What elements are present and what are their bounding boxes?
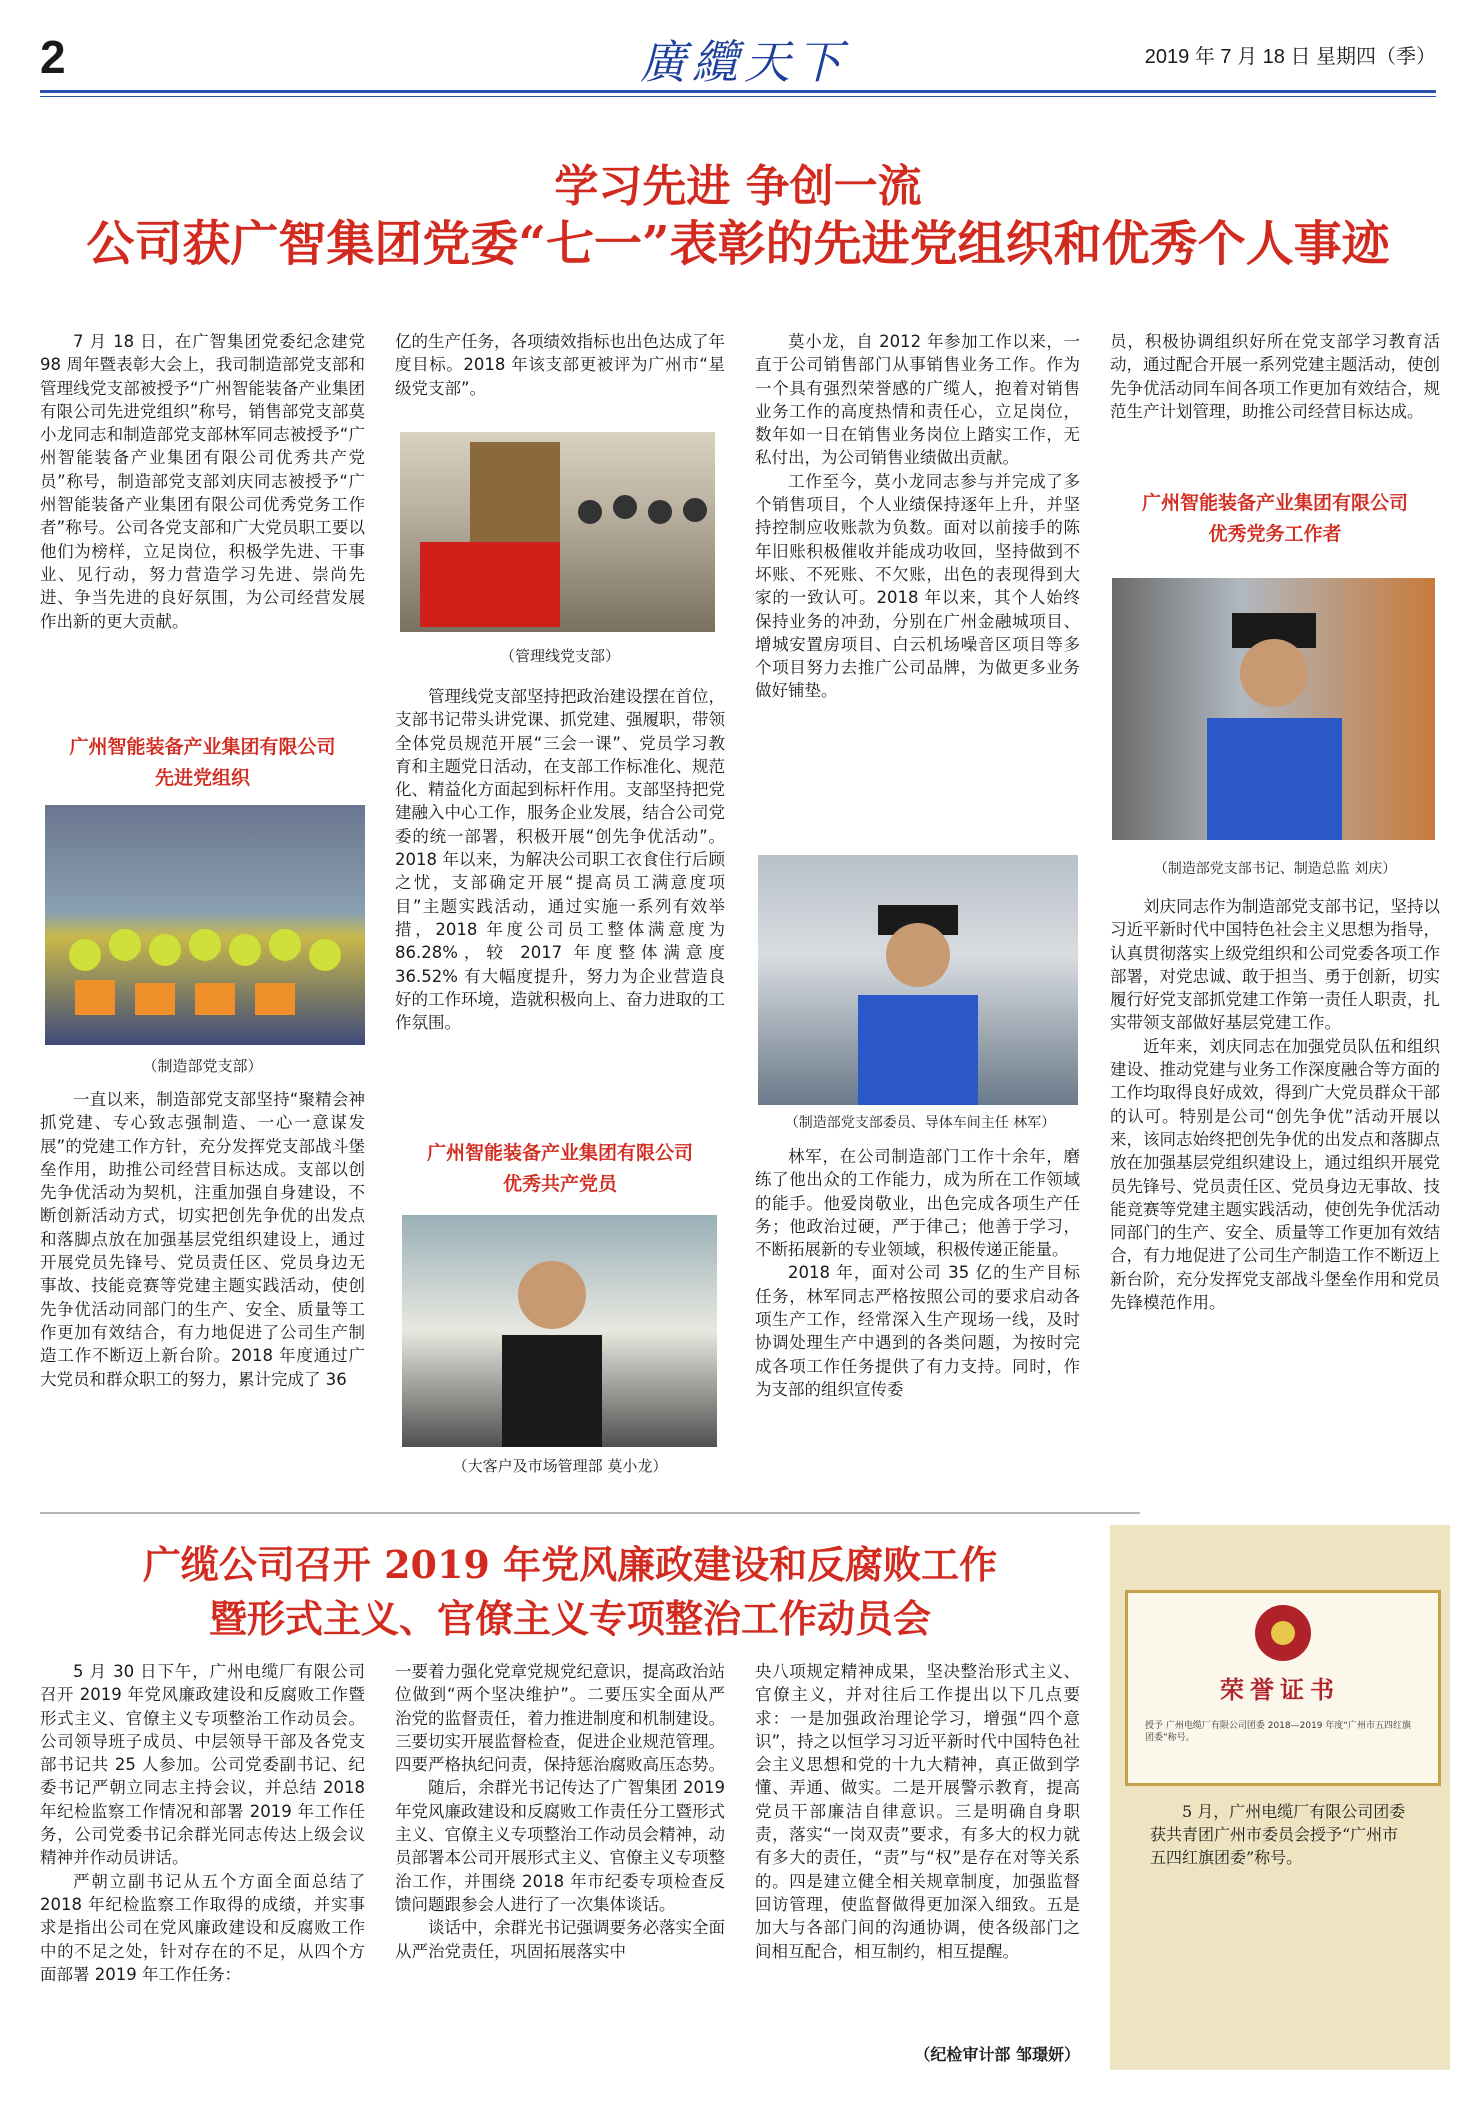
article1-col3-bottom (755, 1145, 1080, 1401)
paragraph: 近年来，刘庆同志在加强党员队伍和组织建设、推动党建与业务工作深度融合等方面的工作均取得良好成效，得到广大党员群众干部的认可。特别是公司“创先争优”活动开展以来，该同志始终把创先争优的出发点和落脚点放在加强基层党组织建设上，通过组织开展党员先锋号、党员责任区、党员身边无事故、技能竞赛等党建主题实践活动，使创先争优活动同部门的生产、安全、质量等工作更加有效结合，有力地促进了公司生产制造工作不断迈上新台阶，充分发挥党支部战斗堡垒作用和党员先锋模范作用。 (1110, 1036, 1440, 1313)
heading-line: 广州智能装备产业集团有限公司 (1141, 492, 1408, 514)
page-number: 2 (40, 31, 66, 83)
photo-management-branch (400, 432, 715, 632)
caption-management-branch: （管理线党支部） (499, 647, 620, 665)
heading-line: 优秀共产党员 (502, 1173, 617, 1195)
section-divider (40, 1512, 1140, 1514)
heading-line: 先进党组织 (154, 767, 250, 789)
paragraph: 谈话中，余群光书记强调要务必落实全面从严治党责任，巩固拓展落实中 (395, 1918, 725, 1961)
article2-col3 (755, 1660, 1080, 1963)
paragraph: 工作至今，莫小龙同志参与并完成了多个销售项目，个人业绩保持逐年上升，并坚持控制应收账款为负数。面对以前接手的陈年旧账积极催收并能成功收回，坚持做到不坏账、不死账、不欠账，出色的表现得到大家的一致认可。2018 年以来，其个人始终保持业务的冲劲，分别在广州金融城项目、增城安置房项目、白云机场噪音区项目等多个项目努力去推广公司品牌，为做更多业务做好铺垫。 (755, 471, 1080, 701)
certificate-title: 荣誉证书 (1220, 1675, 1340, 1704)
paragraph: 一要着力强化党章党规党纪意识，提高政治站位做到“两个坚决维护”。二要压实全面从严治党的监督责任，着力推进制度和机制建设。三要切实开展监督检查，促进企业规范管理。四要严格执纪问责，保持惩治腐败高压态势。 (395, 1662, 725, 1775)
paragraph: 7 月 18 日，在广智集团党委纪念建党 98 周年暨表彰大会上，我司制造部党支部和管理线党支部被授予“广州智能装备产业集团有限公司先进党组织”称号，销售部党支部莫小龙同志和制造部党支部林军同志被授予“广州智能装备产业集团有限公司优秀共产党员”称号，制造部党支部刘庆同志被授予“广州智能装备产业集团有限公司优秀党务工作者”称号。公司各党支部和广大党员职工要以他们为榜样，立足岗位，积极学先进、干事业、见行动，努力营造学习先进、崇尚先进、争当先进的良好氛围，为公司经营发展作出新的更大贡献。 (40, 332, 365, 631)
masthead-logo: 廣纜天下 (640, 35, 848, 89)
article1-title-line1: 学习先进 争创一流 (554, 161, 922, 212)
paragraph: 员，积极协调组织好所在党支部学习教育活动，通过配合开展一系列党建主题活动，使创先争优活动同车间各项工作更加有效结合，规范生产计划管理，助推公司经营目标达成。 (1110, 332, 1440, 421)
group-photo-illustration (400, 432, 715, 632)
paragraph: 亿的生产任务，各项绩效指标也出色达成了年度目标。2018 年该支部更被评为广州市“星级党支部”。 (395, 332, 725, 398)
section-heading-advanced-org (40, 732, 365, 794)
article1-col4-top (1110, 330, 1440, 423)
emblem-icon (1128, 1593, 1438, 1673)
heading-line: 广州智能装备产业集团有限公司 (426, 1142, 693, 1164)
section-heading-party-worker (1110, 488, 1440, 550)
header-rule (40, 90, 1436, 93)
header-rule-thin (40, 96, 1436, 97)
paragraph: 一直以来，制造部党支部坚持“聚精会神抓党建、专心致志强制造、一心一意谋发展”的党建工作方针，充分发挥党支部战斗堡垒作用，助推公司经营目标达成。支部以创先争优活动为契机，注重加强自身建设，不断创新活动方式，切实把创先争优的出发点和落脚点放在加强基层党组织建设上，通过开展党员先锋号、党员责任区、党员身边无事故、技能竞赛等党建主题实践活动，使创先争优活动同部门的生产、安全、质量等工作更加有效结合，有力地促进了公司生产制造工作不断迈上新台阶。2018 年度通过广大党员和群众职工的努力，累计完成了 36 (40, 1090, 365, 1389)
paragraph: 5 月 30 日下午，广州电缆厂有限公司召开 2019 年党风廉政建设和反腐败工作暨形式主义、官僚主义专项整治工作动员会。公司领导班子成员、中层领导干部及各党支部书记共 25 人参加。公司党委副书记、纪委书记严朝立同志主持会议，并总结 2018 年纪检监察工作情况和部署 2019 年工作任务，公司党委书记余群光同志传达上级会议精神并作动员讲话。 (40, 1662, 365, 1868)
paragraph: 随后，余群光书记传达了广智集团 2019 年党风廉政建设和反腐败工作责任分工暨形式主义、官僚主义专项整治工作动员会精神，动员部署本公司开展形式主义、官僚主义专项整治工作，并围绕 2018 年市纪委专项检查反馈问题跟参会人进行了一次集体谈话。 (395, 1778, 725, 1914)
article1-col3-top (755, 330, 1080, 703)
paragraph: 严朝立副书记从五个方面全面总结了 2018 年纪检监察工作取得的成绩，并实事求是指出公司在党风廉政建设和反腐败工作中的不足之处，针对存在的不足，从四个方面部署 2019 年工作任务： (40, 1871, 365, 1984)
sidebar-caption (1150, 1800, 1410, 1869)
paragraph: 央八项规定精神成果，坚决整治形式主义、官僚主义，并对往后工作提出以下几点要求：一是加强政治理论学习，增强“四个意识”，持之以恒学习习近平新时代中国特色社会主义思想和党的十九大精神，真正做到学懂、弄通、做实。二是开展警示教育，提高党员干部廉洁自律意识。三是明确自身职责，落实“一岗双责”要求，有多大的权力就有多大的责任，“责”与“权”是存在对等关系的。四是建立健全相关规章制度，加强监督回访管理，使监督做得更加深入细致。五是加大与各部门间的沟通协调，使各级部门之间相互配合，相互制约，相互提醒。 (755, 1662, 1080, 1961)
paragraph: 林军，在公司制造部门工作十余年，磨练了他出众的工作能力，成为所在工作领域的能手。他爱岗敬业，出色完成各项生产任务；他政治过硬，严于律己；他善于学习，不断拓展新的专业领域，积极传递正能量。 (755, 1147, 1080, 1260)
article2-col2 (395, 1660, 725, 1963)
photo-liu-qing (1112, 578, 1435, 840)
group-photo-illustration (45, 805, 365, 1045)
paragraph: 2018 年，面对公司 35 亿的生产目标任务，林军同志严格按照公司的要求启动各项生产工作，经常深入生产现场一线，及时协调处理生产中遇到的各类问题，为按时完成各项工作任务提供了有力支持。同时，作为支部的组织宣传委 (755, 1263, 1080, 1399)
photo-lin-jun (758, 855, 1078, 1105)
article1-title-line2: 公司获广智集团党委“七一”表彰的先进党组织和优秀个人事迹 (86, 216, 1390, 272)
title-line: 暨形式主义、官僚主义专项整治工作动员会 (208, 1596, 931, 1641)
photo-manufacturing-branch (45, 805, 365, 1045)
caption-manufacturing-branch: （制造部党支部） (142, 1057, 263, 1075)
caption-text: 5 月，广州电缆厂有限公司团委获共青团广州市委员会授予“广州市五四红旗团委”称号。 (1150, 1802, 1406, 1867)
article1-col1-top (40, 330, 365, 633)
article2-title (60, 1538, 1080, 1646)
paragraph: 莫小龙，自 2012 年参加工作以来，一直于公司销售部门从事销售业务工作。作为一个具有强烈荣誉感的广缆人，抱着对销售业务工作的高度热情和责任心，立足岗位，数年如一日在销售业务岗位上踏实工作，无私付出，为公司销售业绩做出贡献。 (755, 332, 1080, 468)
title-line: 广缆公司召开 2019 年党风廉政建设和反腐败工作 (142, 1542, 998, 1587)
article1-col2-mid (395, 685, 725, 1034)
photo-mo-xiaolong (402, 1215, 717, 1447)
paragraph: 管理线党支部坚持把政治建设摆在首位，支部书记带头讲党课、抓党建、强履职，带领全体党员规范开展“三会一课”、党员学习教育和主题党日活动，在支部工作标准化、规范化、精益化方面起到标杆作用。支部坚持把党建融入中心工作，服务企业发展，结合公司党委的统一部署，积极开展“创先争优活动”。2018 年以来，为解决公司职工衣食住行后顾之忧，支部确定开展“提高员工满意度项目”主题实践活动，通过实施一系列有效举措，2018 年度公司员工整体满意度为 86.28%，较 2017 年度整体满意度 36.52% 有大幅度提升，努力为企业营造良好的工作环境，造就积极向上、奋力进取的工作氛围。 (395, 687, 725, 1033)
article2-byline: （纪检审计部 邹璟妍） (914, 2045, 1080, 2064)
heading-line: 广州智能装备产业集团有限公司 (69, 736, 336, 758)
article1-col1-bottom (40, 1088, 365, 1391)
portrait-illustration (402, 1215, 717, 1447)
section-heading-outstanding-member (395, 1138, 725, 1200)
article1-col4-bottom (1110, 895, 1440, 1314)
certificate-text: 授予 广州电缆厂有限公司团委 2018—2019 年度“广州市五四红旗团委”称号。 (1145, 1721, 1412, 1743)
portrait-illustration (758, 855, 1078, 1105)
caption-lin-jun: （制造部党支部委员、导体车间主任 林军） (784, 1115, 1056, 1131)
article1-col2-top (395, 330, 725, 400)
paragraph: 刘庆同志作为制造部党支部书记，坚持以习近平新时代中国特色社会主义思想为指导，认真贯彻落实上级党组织和公司党委各项工作部署，对党忠诚、敢于担当、勇于创新，切实履行好党支部抓党建工作第一责任人职责，扎实带领支部做好基层党建工作。 (1110, 897, 1440, 1033)
article2-col1 (40, 1660, 365, 1986)
issue-date: 2019 年 7 月 18 日 星期四（季） (1144, 46, 1436, 68)
caption-mo-xiaolong: （大客户及市场管理部 莫小龙） (452, 1457, 668, 1475)
heading-line: 优秀党务工作者 (1208, 523, 1342, 545)
caption-liu-qing: （制造部党支部书记、制造总监 刘庆） (1153, 861, 1397, 877)
portrait-illustration (1112, 578, 1435, 840)
